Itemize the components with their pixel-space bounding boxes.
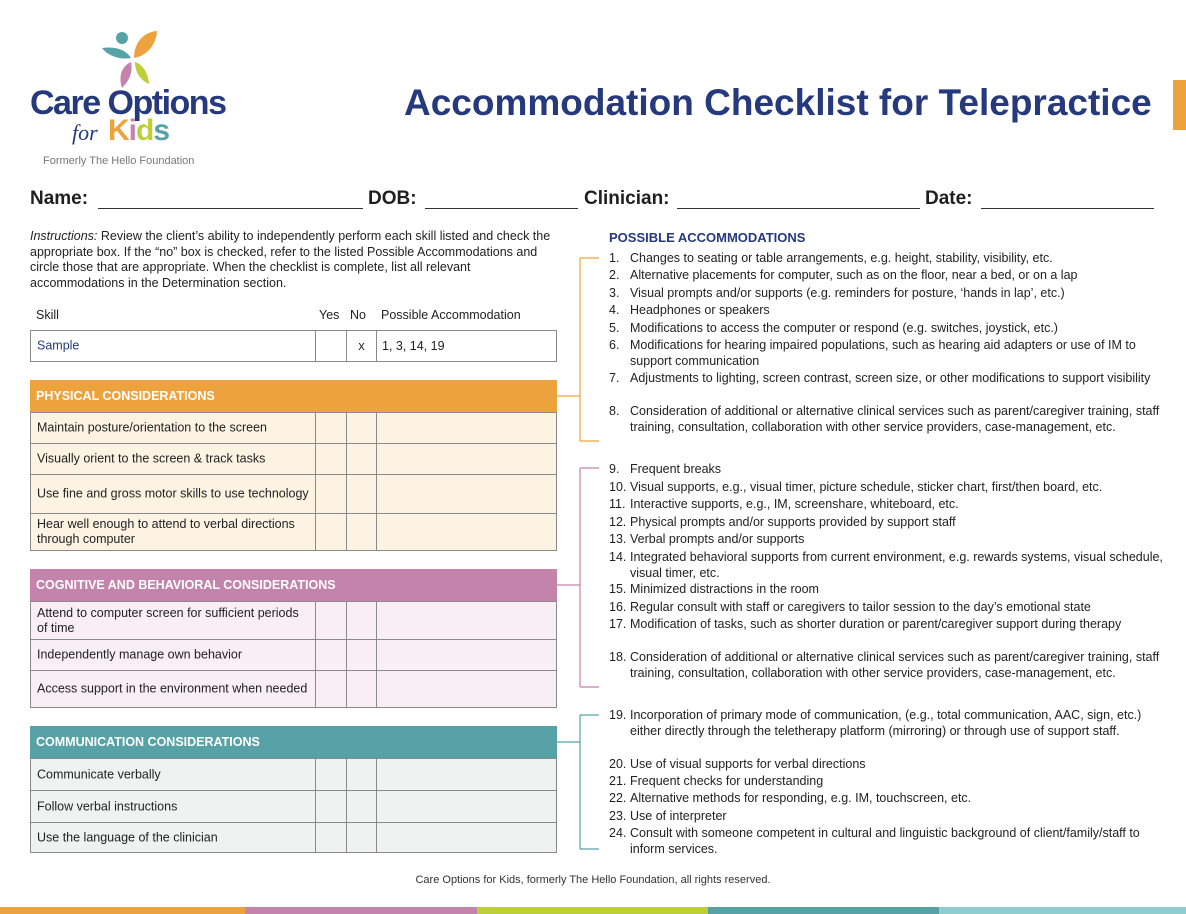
skill-label: Follow verbal instructions: [37, 799, 178, 813]
name-field[interactable]: [98, 208, 363, 209]
accommodation-number: 2.: [609, 268, 620, 282]
possible-accommodation-cell[interactable]: [376, 602, 556, 639]
accommodation-text: Use of interpreter: [630, 809, 727, 823]
date-label: Date:: [925, 188, 973, 209]
sample-skill: Sample: [37, 338, 80, 353]
accommodation-number: 6.: [609, 338, 620, 352]
possible-accommodation-cell[interactable]: [376, 823, 556, 852]
possible-accommodation-cell[interactable]: [376, 444, 556, 474]
accommodation-number: 18.: [609, 650, 627, 664]
accommodation-text: Visual prompts and/or supports (e.g. reminders for posture, ‘hands in lap’, etc.): [630, 286, 1065, 300]
sample-yes-cell: [315, 331, 346, 361]
accommodation-number: 8.: [609, 404, 620, 418]
no-checkbox[interactable]: [346, 475, 376, 513]
no-checkbox[interactable]: [346, 602, 376, 639]
table-row: [30, 412, 557, 444]
possible-accommodations-title: POSSIBLE ACCOMMODATIONS: [609, 230, 806, 245]
accommodation-number: 24.: [609, 826, 627, 840]
accommodation-text: Interactive supports, e.g., IM, screenshare, whiteboard, etc.: [630, 497, 959, 511]
accommodation-text: Changes to seating or table arrangements, e.g. height, stability, visibility, etc.: [630, 251, 1053, 265]
no-checkbox[interactable]: [346, 791, 376, 822]
skill-label: Independently manage own behavior: [37, 647, 243, 662]
instructions-lead: Instructions:: [30, 229, 98, 243]
page-title: Accommodation Checklist for Telepractice: [404, 82, 1152, 123]
table-row: [30, 822, 557, 853]
accommodation-text: Modifications to access the computer or respond (e.g. switches, joystick, etc.): [630, 321, 1058, 335]
no-checkbox[interactable]: [346, 823, 376, 852]
footer-color-bar: [477, 907, 708, 914]
accommodation-number: 4.: [609, 303, 620, 317]
no-checkbox[interactable]: [346, 759, 376, 790]
accommodation-text: Consult with someone competent in cultural and linguistic background of client/family/staff to inform services.: [630, 826, 1140, 856]
footer-color-bar: [245, 907, 477, 914]
no-checkbox[interactable]: [346, 514, 376, 550]
accommodation-text: Verbal prompts and/or supports: [630, 532, 805, 546]
table-row: [30, 639, 557, 671]
accommodation-number: 21.: [609, 774, 627, 788]
skill-label: Attend to computer screen for sufficient periods of time: [37, 605, 299, 635]
date-field[interactable]: [981, 208, 1154, 209]
yes-checkbox[interactable]: [315, 602, 346, 639]
petal-flower-icon: [100, 28, 170, 92]
possible-accommodation-cell[interactable]: [376, 514, 556, 550]
table-row: [30, 670, 557, 708]
skill-label: Access support in the environment when needed: [37, 681, 308, 696]
logo-formerly-text: Formerly The Hello Foundation: [43, 155, 195, 167]
table-row: [30, 443, 557, 475]
accommodation-text: Visual supports, e.g., visual timer, picture schedule, sticker chart, first/then board, etc.: [630, 480, 1103, 494]
possible-accommodation-cell[interactable]: [376, 413, 556, 443]
no-checkbox[interactable]: [346, 671, 376, 707]
logo-for: for: [72, 120, 98, 145]
accommodation-text: Incorporation of primary mode of communication, (e.g., total communication, AAC, sign, etc.) either directly through the teletherapy platform (mirroring) or through use of support staff.: [630, 708, 1142, 738]
table-row: [30, 474, 557, 514]
yes-checkbox[interactable]: [315, 444, 346, 474]
accommodation-text: Alternative methods for responding, e.g. IM, touchscreen, etc.: [630, 791, 972, 805]
accommodation-number: 1.: [609, 251, 620, 265]
yes-checkbox[interactable]: [315, 759, 346, 790]
table-row: [30, 513, 557, 551]
accommodation-number: 11.: [609, 497, 626, 511]
skill-label: Hear well enough to attend to verbal directions through computer: [37, 517, 295, 546]
accommodation-number: 22.: [609, 791, 627, 805]
instructions-text: Review the client’s ability to independently perform each skill listed and check the appropriate box. If the “no” box is checked, refer to the listed Possible Accommodations and circle those that are appropriate. When the checklist is complete, list all relevant accommodations in the Determination section.: [30, 229, 551, 290]
accommodation-number: 16.: [609, 600, 627, 614]
sample-no-cell: x: [346, 331, 376, 361]
skill-label: Visually orient to the screen & track tasks: [37, 451, 266, 466]
accommodation-number: 3.: [609, 286, 620, 300]
possible-accommodation-cell[interactable]: [376, 759, 556, 790]
logo-kids-letter: d: [136, 114, 154, 147]
footer-color-bar: [0, 907, 245, 914]
clinician-field[interactable]: [677, 208, 920, 209]
yes-checkbox[interactable]: [315, 823, 346, 852]
accommodation-number: 5.: [609, 321, 620, 335]
footer-color-bar: [939, 907, 1186, 914]
footer-copyright: Care Options for Kids, formerly The Hello Foundation, all rights reserved.: [415, 874, 771, 886]
clinician-label: Clinician:: [584, 188, 670, 209]
accommodation-number: 17.: [609, 617, 627, 631]
accommodation-number: 10.: [609, 480, 627, 494]
accommodation-number: 12.: [609, 515, 627, 529]
possible-accommodation-cell[interactable]: [376, 640, 556, 670]
accommodation-text: Minimized distractions in the room: [630, 582, 819, 596]
column-header-yes: Yes: [319, 308, 340, 322]
accommodation-text: Modification of tasks, such as shorter duration or parent/caregiver support during therapy: [630, 617, 1122, 631]
side-tab-accent: [1173, 80, 1186, 130]
yes-checkbox[interactable]: [315, 640, 346, 670]
accommodation-number: 19.: [609, 708, 627, 722]
logo-kids-letter: K: [108, 114, 129, 147]
communication-section-header: COMMUNICATION CONSIDERATIONS: [30, 726, 557, 758]
section-bracket-lines: [555, 255, 605, 855]
accommodation-text: Physical prompts and/or supports provided by support staff: [630, 515, 956, 529]
table-row: [30, 758, 557, 791]
yes-checkbox[interactable]: [315, 413, 346, 443]
skill-label: Maintain posture/orientation to the screen: [37, 420, 267, 435]
accommodation-number: 23.: [609, 809, 627, 823]
skill-label: Use the language of the clinician: [37, 830, 218, 844]
possible-accommodation-cell[interactable]: [376, 671, 556, 707]
accommodation-number: 7.: [609, 371, 620, 385]
logo-kids: [108, 114, 169, 148]
accommodation-text: Alternative placements for computer, such as on the floor, near a bed, or on a lap: [630, 268, 1078, 282]
accommodation-text: Frequent breaks: [630, 462, 722, 476]
skill-label: Use fine and gross motor skills to use technology: [37, 486, 309, 501]
logo-care-options: Care Options: [30, 84, 226, 122]
sample-possible-cell: 1, 3, 14, 19: [376, 331, 556, 361]
yes-checkbox[interactable]: [315, 671, 346, 707]
logo-kids-letter: i: [128, 114, 137, 147]
no-checkbox[interactable]: [346, 444, 376, 474]
cognitive-section-header: COGNITIVE AND BEHAVIORAL CONSIDERATIONS: [30, 569, 557, 601]
accommodation-number: 20.: [609, 757, 627, 771]
logo-kids-letter: s: [153, 114, 170, 147]
brand-logo: [30, 28, 230, 173]
column-header-possible: Possible Accommodation: [381, 308, 521, 322]
no-checkbox[interactable]: [346, 640, 376, 670]
accommodation-text: Frequent checks for understanding: [630, 774, 824, 788]
accommodation-text: Consideration of additional or alternative clinical services such as parent/caregiver training, staff training, consultation, collaboration with other service providers, case-management, etc.: [630, 650, 1160, 680]
instructions: [30, 229, 560, 291]
yes-checkbox[interactable]: [315, 475, 346, 513]
yes-checkbox[interactable]: [315, 791, 346, 822]
accommodation-text: Regular consult with staff or caregivers to tailor session to the day’s emotional state: [630, 600, 1091, 614]
name-label: Name:: [30, 188, 89, 209]
dob-label: DOB:: [368, 188, 417, 209]
accommodation-text: Consideration of additional or alternative clinical services such as parent/caregiver training, staff training, consultation, collaboration with other service providers, case-management, etc.: [630, 404, 1160, 434]
accommodation-number: 15.: [609, 582, 627, 596]
accommodation-text: Headphones or speakers: [630, 303, 770, 317]
accommodation-number: 14.: [609, 550, 627, 564]
possible-accommodation-cell[interactable]: [376, 791, 556, 822]
table-row: [30, 601, 557, 640]
table-row: [30, 790, 557, 823]
accommodation-text: Adjustments to lighting, screen contrast, screen size, or other modifications to support visibility: [630, 371, 1151, 385]
column-header-no: No: [350, 308, 366, 322]
accommodation-text: Modifications for hearing impaired populations, such as hearing aid adapters or use of IM to support communication: [630, 338, 1136, 368]
footer-color-bar: [708, 907, 939, 914]
column-header-skill: Skill: [36, 308, 59, 322]
physical-section-header: PHYSICAL CONSIDERATIONS: [30, 380, 557, 412]
skill-label: Communicate verbally: [37, 767, 161, 781]
sample-row: [30, 330, 557, 362]
accommodation-number: 13.: [609, 532, 627, 546]
accommodation-text: Use of visual supports for verbal directions: [630, 757, 866, 771]
accommodation-number: 9.: [609, 462, 620, 476]
yes-checkbox[interactable]: [315, 514, 346, 550]
dob-field[interactable]: [425, 208, 578, 209]
possible-accommodation-cell[interactable]: [376, 475, 556, 513]
no-checkbox[interactable]: [346, 413, 376, 443]
accommodation-text: Integrated behavioral supports from current environment, e.g. rewards systems, visual schedule, visual timer, etc.: [630, 550, 1163, 580]
